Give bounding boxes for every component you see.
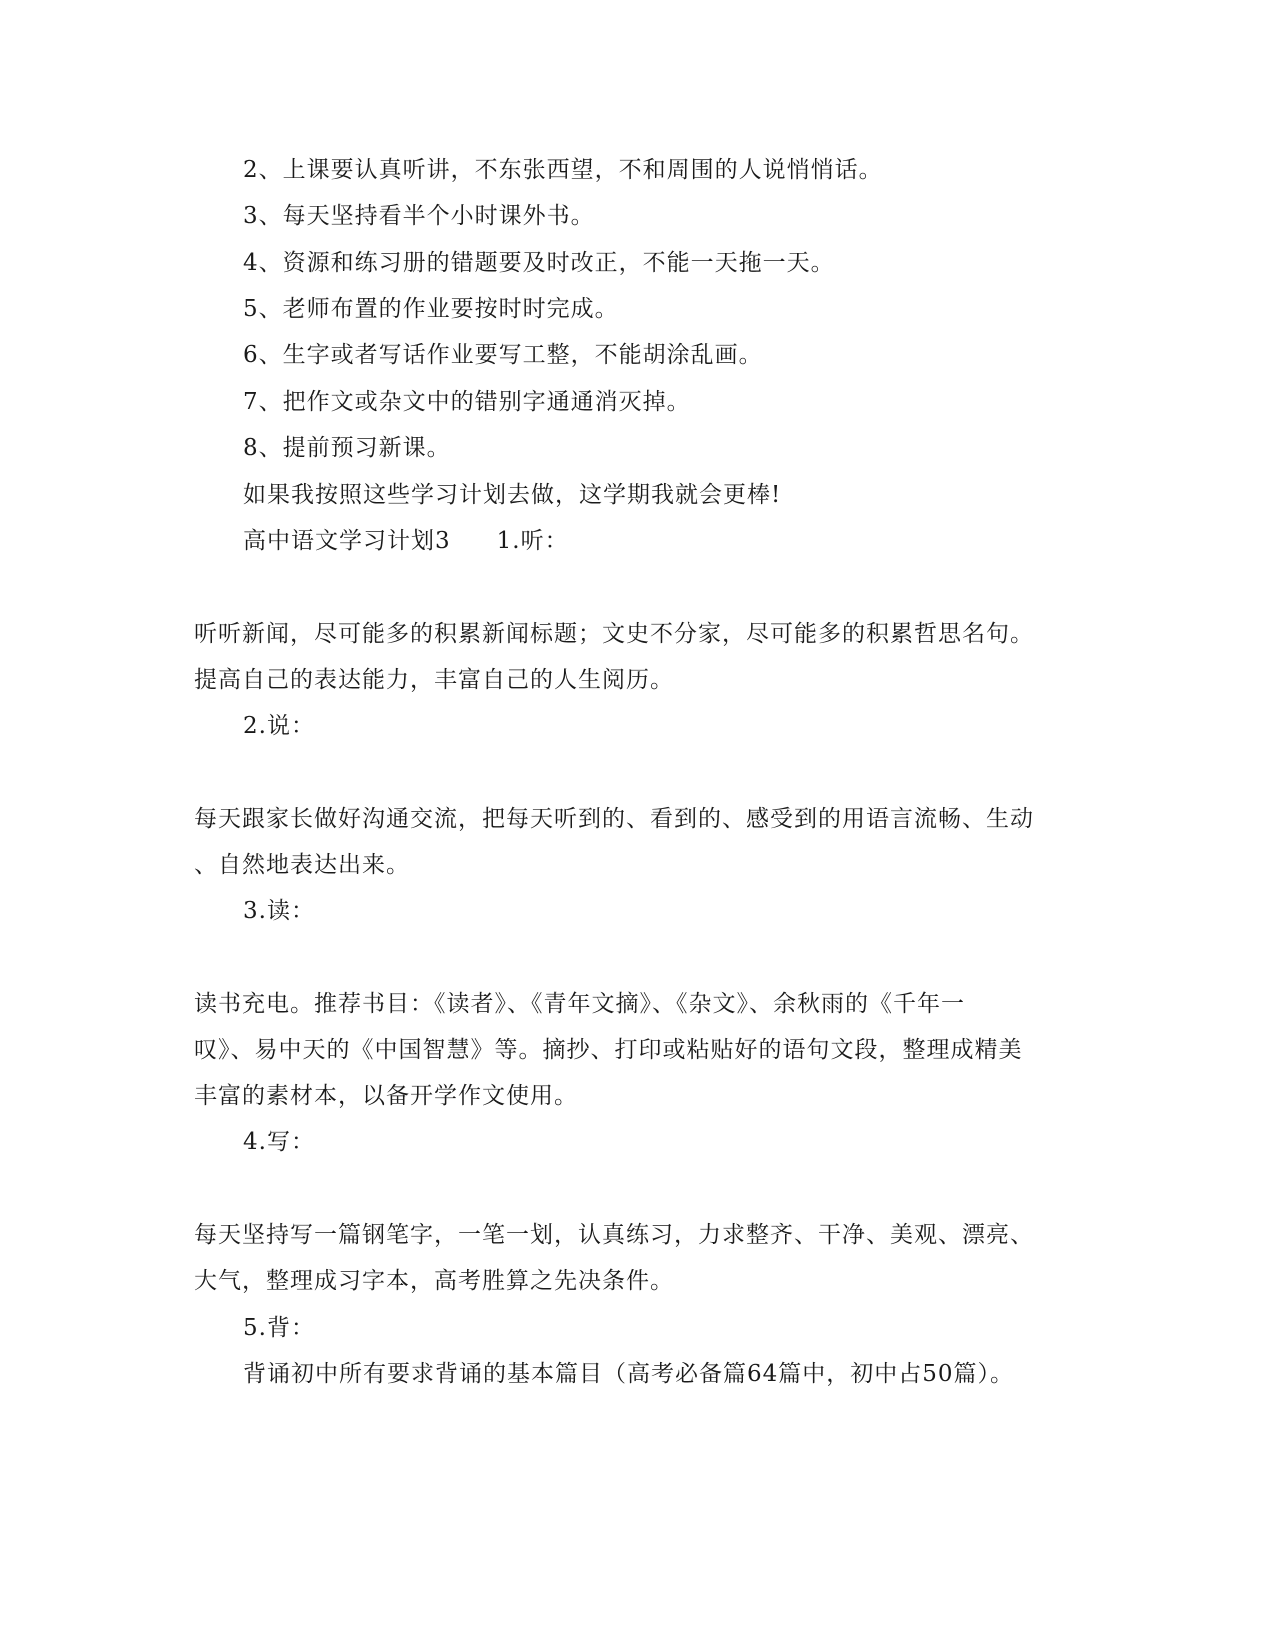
list-item-7: 7、把作文或杂文中的错别字通通消灭掉。 <box>243 389 691 415</box>
paragraph-write-line-2: 大气，整理成习字本，高考胜算之先决条件。 <box>194 1268 674 1294</box>
section-title: 高中语文学习计划3 <box>243 528 451 554</box>
subheading-write: 4.写： <box>243 1129 315 1155</box>
paragraph-speak-line-2: 、自然地表达出来。 <box>194 852 410 878</box>
paragraph-listen-line-1: 听听新闻，尽可能多的积累新闻标题；文史不分家，尽可能多的积累哲思名句。 <box>194 621 1034 647</box>
list-item-4: 4、资源和练习册的错题要及时改正，不能一天拖一天。 <box>243 250 835 276</box>
paragraph-read-line-2: 叹》、易中天的《中国智慧》等。摘抄、打印或粘贴好的语句文段，整理成精美 <box>194 1037 1023 1063</box>
paragraph-write-line-1: 每天坚持写一篇钢笔字，一笔一划，认真练习，力求整齐、干净、美观、漂亮、 <box>194 1222 1034 1248</box>
subheading-speak: 2.说： <box>243 713 315 739</box>
subheading-recite: 5.背： <box>243 1315 315 1341</box>
list-item-5: 5、老师布置的作业要按时时完成。 <box>243 296 619 322</box>
section-heading-line <box>243 526 569 556</box>
subheading-listen: 1.听： <box>496 528 569 554</box>
paragraph-read-line-3: 丰富的素材本，以备开学作文使用。 <box>194 1083 578 1109</box>
paragraph-speak-line-1: 每天跟家长做好沟通交流，把每天听到的、看到的、感受到的用语言流畅、生动 <box>194 806 1034 832</box>
list-item-8: 8、提前预习新课。 <box>243 435 451 461</box>
subheading-read: 3.读： <box>243 898 315 924</box>
list-item-6: 6、生字或者写话作业要写工整，不能胡涂乱画。 <box>243 342 763 368</box>
conclusion-paragraph: 如果我按照这些学习计划去做，这学期我就会更棒! <box>243 482 782 508</box>
paragraph-read-line-1: 读书充电。推荐书目：《读者》、《青年文摘》、《杂文》、余秋雨的《千年一 <box>194 991 965 1017</box>
paragraph-recite: 背诵初中所有要求背诵的基本篇目（高考必备篇64篇中，初中占50篇）。 <box>243 1361 1015 1387</box>
list-item-2: 2、上课要认真听讲，不东张西望，不和周围的人说悄悄话。 <box>243 157 883 183</box>
list-item-3: 3、每天坚持看半个小时课外书。 <box>243 203 595 229</box>
paragraph-listen-line-2: 提高自己的表达能力，丰富自己的人生阅历。 <box>194 667 674 693</box>
